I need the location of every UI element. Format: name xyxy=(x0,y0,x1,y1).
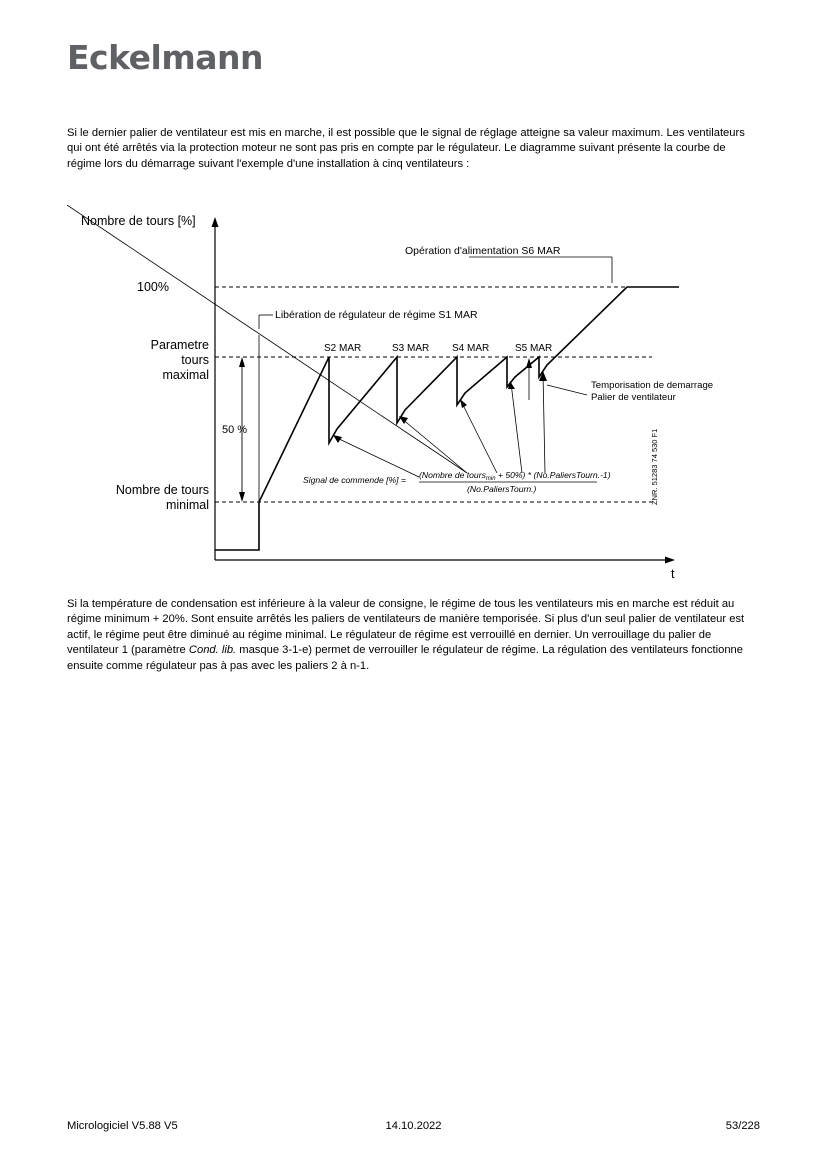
label-min-speed-1: Nombre de tours xyxy=(115,483,209,497)
label-min-speed-2: minimal xyxy=(165,498,209,512)
company-logo: Eckelmann xyxy=(67,38,263,77)
speed-curve-figure xyxy=(67,205,767,585)
intro-paragraph: Si le dernier palier de ventilateur est mis en marche, il est possible que le signal de réglage atteigne sa valeur maximum. Les ventilateurs qui ont été arrêtés via la protection moteur ne sont pas pris en compte par le régulateur. Le diagramme suivant présente la courbe de régime lors du démarrage suivant l'exemple d'une installation à cinq ventilateurs : xyxy=(67,127,745,170)
label-100-percent: 100% xyxy=(137,280,169,294)
figure-svg xyxy=(67,205,767,585)
annotation-s2: S2 MAR xyxy=(324,343,362,354)
label-max-speed-3: maximal xyxy=(162,368,209,382)
formula-denominator: (No.PaliersTourn.) xyxy=(467,484,537,494)
figure-reference-code: ZNR. 51283 74 530 F1 xyxy=(650,428,659,505)
closing-italic: Cond. lib. xyxy=(188,644,237,657)
formula-label: Signal de commende [%] = xyxy=(303,475,406,485)
footer-page-number: 53/228 xyxy=(725,1120,760,1132)
closing-part-1: Si la température de condensation est inférieure à la valeur de consigne, le régime de tous les ventilateurs mis en marche est réduit au régime minimum + 20%. Sont ensuite arrêtés les paliers de ventilateurs de manière temporisée. Si plus d'un seul palier de ventilateur est actif, le régime peut être diminué au régime minimal. Le régulateur de régime est verrouillé en dernier. Un verrouillage du palier de ventilateur 1 (paramètre xyxy=(67,598,745,657)
annotation-s4: S4 MAR xyxy=(452,343,490,354)
annotation-delay-1: Temporisation de demarrage xyxy=(591,380,714,391)
annotation-delay-2: Palier de ventilateur xyxy=(591,392,676,403)
annotation-s5: S5 MAR xyxy=(515,343,553,354)
footer-firmware: Micrologiciel V5.88 V5 xyxy=(67,1120,178,1132)
x-axis-label: t xyxy=(671,567,675,581)
closing-part-2: masque 3-1-e) permet de verrouiller le régulateur de régime. La régulation des ventilateurs fonctionne ensuite comme régulateur pas à pas avec les paliers 2 à n-1. xyxy=(67,644,743,672)
closing-paragraph xyxy=(67,597,760,674)
annotation-s6: Opération d'alimentation S6 MAR xyxy=(405,245,561,257)
y-axis-title: Nombre de tours [%] xyxy=(81,214,196,228)
annotation-s1: Libération de régulateur de régime S1 MAR xyxy=(275,309,478,321)
footer-date: 14.10.2022 xyxy=(385,1120,442,1132)
label-max-speed-1: Parametre xyxy=(150,338,209,352)
formula-numerator: (Nombre de toursmin + 50%) * (No.PaliersTourn.-1) xyxy=(419,470,611,482)
annotation-s3: S3 MAR xyxy=(392,343,430,354)
label-max-speed-2: tours xyxy=(181,353,209,367)
label-50-percent: 50 % xyxy=(222,424,248,436)
